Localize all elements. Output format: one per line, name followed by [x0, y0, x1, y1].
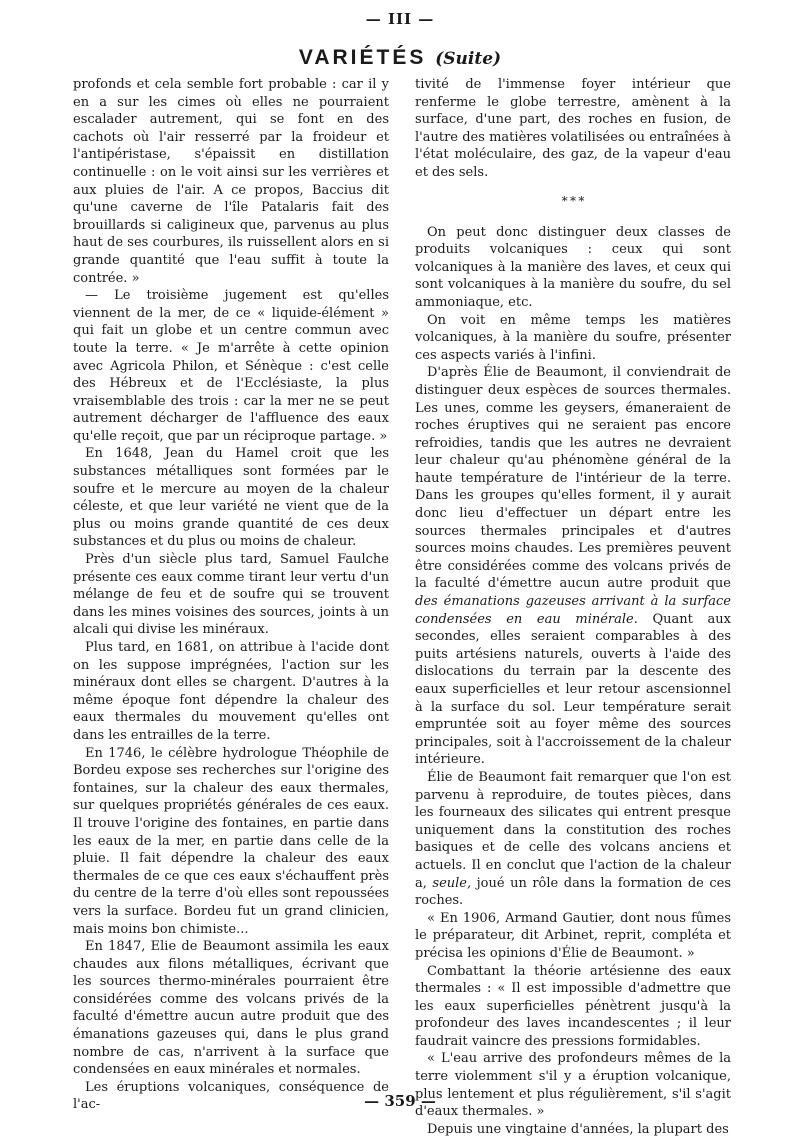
paragraph: Combattant la théorie artésienne des eaux thermales : « Il est impossible d'admettre que les eaux superficielles pénètrent jusqu'à la profondeur des laves incandescentes ; il leur faudrait vaincre des pressions formidables. — [415, 963, 731, 1049]
text-run: Élie de Beaumont fait remarquer que l'on est parvenu à reproduire, de toutes pièces, dans les fourneaux des silicates qui entrent presque uniquement dans la constitution des roches basiques et de celle des volcans anciens et actuels. Il en conclut que l'action de la chaleur a, — [415, 769, 731, 891]
section-separator: * * * — [561, 193, 585, 208]
paragraph: — Le troisième jugement est qu'elles viennent de la mer, de ce « liquide-élément » qui fait un globe et un centre commun avec toute la terre. « Je m'arrête à cette opinion avec Agricola Philon, et Sénèque : c'est celle des Hébreux et de l'Ecclésiaste, la plus vraisemblable des trois : car la mer ne se peut autrement décharger de l'affluence des eaux qu'elle reçoit, que par un réciproque partage. » — [73, 288, 389, 444]
left-column — [73, 76, 389, 1114]
italic-text-run: seule, — [432, 875, 472, 891]
paragraph — [415, 364, 731, 769]
paragraph: « En 1906, Armand Gautier, dont nous fûmes le préparateur, dit Arbinet, reprit, compléta et précisa les opinions d'Élie de Beaumont. » — [415, 910, 731, 961]
paragraph: Plus tard, en 1681, on attribue à l'acide dont on les suppose imprégnées, l'action sur les minéraux dont elles se chargent. D'autres à la même époque font dépendre la chaleur des eaux thermales du mouvement qu'elles ont dans les entrailles de la terre. — [73, 640, 389, 743]
paragraph: En 1847, Elie de Beaumont assimila les eaux chaudes aux filons métalliques, écrivant que les sources thermo-minérales pourraient être considérées comme des volcans privés de la faculté d'émettre aucun autre produit que des émanations gazeuses qui, dans le plus grand nombre de cas, n'arrivent à la surface que condensées en eaux minérales et normales. — [73, 939, 389, 1078]
paragraph: « L'eau arrive des profondeurs mêmes de la terre violemment s'il y a éruption volcanique, plus lentement et plus régulièrement, s'il s'agit d'eaux thermales. » — [415, 1051, 731, 1120]
paragraph: On peut donc distinguer deux classes de produits volcaniques : ceux qui sont volcaniques à la manière des laves, et ceux qui sont volcaniques à la manière du soufre, du sel ammoniaque, etc. — [415, 224, 731, 310]
page-roman-numeral: — III — — [365, 10, 435, 28]
section-subtitle: (Suite) — [435, 49, 502, 69]
paragraph: En 1746, le célèbre hydrologue Théophile de Bordeu expose ses recherches sur l'origine des fontaines, sur la chaleur des eaux thermales, sur quelques propriétés générales de ces eaux. Il trouve l'origine des fontaines, en partie dans les eaux de la mer, en partie dans celle de la pluie. Il fait dépendre la chaleur des eaux thermales de ce que ces eaux s'échauffent près du centre de la terre d'où elles sont repoussées vers la surface. Bordeu fut un grand clinicien, mais moins bon chimiste... — [73, 745, 389, 937]
paragraph: tivité de l'immense foyer intérieur que renferme le globe terrestre, amènent à la surface, d'une part, des roches en fusion, de l'autre des matières volatilisées ou entraînées à l'état moléculaire, des gaz, de la vapeur d'eau et des sels. — [415, 77, 731, 180]
text-run: joué un rôle dans la formation de ces roches. — [415, 875, 731, 909]
text-run: Quant aux secondes, elles seraient comparables à des puits artésiens naturels, ouverts à l'aide des dislocations du terrain par la descente des eaux superficielles et leur retour ascensionnel à la surface du sol. Leur température serait empruntée soit au foyer même des sources principales, soit à l'accroissement de la chaleur intérieure. — [415, 611, 731, 768]
paragraph: En 1648, Jean du Hamel croit que les substances métalliques sont formées par le soufre et le mercure au moyen de la chaleur céleste, et que leur variété ne vient que de la plus ou moins grande quantité de ces deux substances et du plus ou moins de chaleur. — [73, 446, 389, 550]
right-column — [415, 76, 731, 1138]
paragraph: On voit en même temps les matières volcaniques, à la manière du soufre, présenter ces aspects variés à l'infini. — [415, 312, 731, 363]
paragraph: Près d'un siècle plus tard, Samuel Faulche présente ces eaux comme tirant leur vertu d'un mélange de feu et de soufre qui se trouvent dans les mines voisines des sources, joints à un alcali qui divise les minéraux. — [73, 552, 389, 638]
page-number: — 359 — — [364, 1092, 436, 1110]
paragraph: Les éruptions volcaniques, conséquence de l'ac- — [73, 1079, 389, 1113]
paragraph — [415, 769, 731, 910]
paragraph: Depuis une vingtaine d'années, la plupart des — [427, 1121, 729, 1137]
section-title: VARIÉTÉS — [298, 46, 427, 69]
running-title — [0, 46, 800, 70]
text-run: D'après Élie de Beaumont, il conviendrait de distinguer deux espèces de sources thermales. Les unes, comme les geysers, émaneraient de roches éruptives qui ne seraient pas encore refroidies, tandis que les autres ne devraient leur chaleur qu'au phénomène général de la haute température de l'intérieur de la terre. Dans les groupes qu'elles forment, il y aurait donc lieu d'effectuer un départ entre les sources thermales principales et d'autres sources moins chaudes. Les premières peuvent être considérées comme des volcans privés de la faculté d'émettre aucun autre produit que — [415, 365, 731, 592]
paragraph: profonds et cela semble fort probable : car il y en a sur les cimes où elles ne pourraient escalader autrement, qui se font en des cachots où l'air resserré par la froideur et l'antipéristase, s'épaissit en distillation continuelle : on le voit ainsi sur les verrières et aux pluies de l'air. A ce propos, Baccius dit qu'une caverne de l'île Patalaris fait des brouillards si caligineux que, parvenus au plus haut de ses courbures, ils ruissellent alors en si grande quantité que l'eau suffit à toute la contrée. » — [73, 77, 389, 286]
italic-text-run: des émanations gazeuses arrivant à la surface condensées en eau minérale. — [415, 594, 731, 627]
